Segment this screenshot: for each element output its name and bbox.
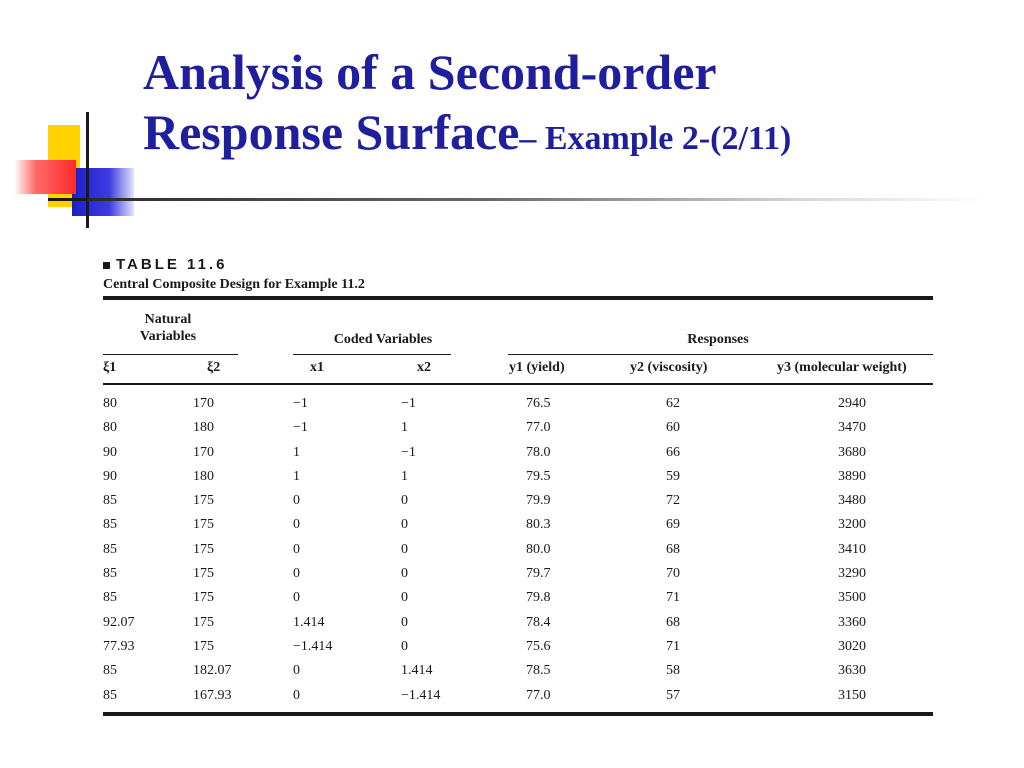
table-cell: 0: [293, 590, 300, 606]
group-natural-variables: Natural Variables: [139, 312, 197, 344]
table-cell: 3290: [838, 566, 866, 582]
table-row: [103, 662, 933, 686]
table-cell: 85: [103, 541, 117, 557]
table-cell: 0: [401, 493, 408, 509]
table-row: [103, 444, 933, 468]
table-cell: 71: [666, 638, 680, 654]
natural-group-rule: [103, 354, 238, 355]
table-cell: 1: [401, 420, 408, 436]
table-cell: 175: [193, 566, 214, 582]
blue-square: [72, 168, 134, 216]
table-cell: 3630: [838, 663, 866, 679]
red-square: [14, 160, 76, 194]
table-cell: 0: [293, 566, 300, 582]
table-cell: 60: [666, 420, 680, 436]
top-rule: [103, 296, 933, 300]
table-cell: 90: [103, 444, 117, 460]
table-cell: 180: [193, 420, 214, 436]
table-cell: 175: [193, 614, 214, 630]
table-cell: 57: [666, 687, 680, 703]
table-caption: Central Composite Design for Example 11.2: [103, 277, 365, 292]
col-header-xi2: ξ2: [207, 360, 221, 375]
data-table: [103, 256, 933, 720]
table-cell: 0: [293, 687, 300, 703]
table-cell: 3020: [838, 638, 866, 654]
table-cell: 90: [103, 468, 117, 484]
table-cell: 68: [666, 614, 680, 630]
table-cell: 79.5: [526, 468, 551, 484]
table-cell: 78.4: [526, 614, 551, 630]
table-cell: 85: [103, 663, 117, 679]
table-cell: 78.5: [526, 663, 551, 679]
table-cell: 1.414: [293, 614, 325, 630]
table-cell: 1: [401, 468, 408, 484]
table-cell: 1: [293, 468, 300, 484]
header-rule: [103, 383, 933, 385]
table-cell: 77.93: [103, 638, 135, 654]
coded-group-rule: [293, 354, 451, 355]
table-row: [103, 468, 933, 492]
table-cell: 85: [103, 590, 117, 606]
table-cell: 0: [293, 493, 300, 509]
logo-vertical-line: [86, 112, 89, 228]
table-cell: 79.9: [526, 493, 551, 509]
table-row: [103, 614, 933, 638]
table-row: [103, 395, 933, 419]
group-coded-variables: Coded Variables: [333, 332, 433, 347]
table-cell: 77.0: [526, 420, 551, 436]
table-cell: 0: [293, 663, 300, 679]
table-cell: −1: [401, 444, 416, 460]
table-cell: 72: [666, 493, 680, 509]
table-cell: 175: [193, 541, 214, 557]
table-cell: 77.0: [526, 687, 551, 703]
table-cell: 58: [666, 663, 680, 679]
table-cell: 85: [103, 493, 117, 509]
table-cell: 78.0: [526, 444, 551, 460]
table-cell: 80: [103, 396, 117, 411]
table-cell: 167.93: [193, 687, 232, 703]
table-cell: 175: [193, 517, 214, 533]
table-cell: 85: [103, 517, 117, 533]
table-cell: 3680: [838, 444, 866, 460]
table-cell: 0: [401, 541, 408, 557]
table-cell: 85: [103, 687, 117, 703]
table-cell: 76.5: [526, 396, 551, 411]
table-cell: 0: [401, 638, 408, 654]
table-cell: 3470: [838, 420, 866, 436]
table-cell: 182.07: [193, 663, 232, 679]
col-header-y2: y2 (viscosity): [630, 360, 708, 375]
table-cell: 3890: [838, 468, 866, 484]
table-cell: 62: [666, 396, 680, 411]
table-cell: 0: [401, 590, 408, 606]
table-row: [103, 516, 933, 540]
table-cell: 3480: [838, 493, 866, 509]
slide-title: [143, 42, 1003, 169]
col-header-y3: y3 (molecular weight): [777, 360, 907, 375]
table-cell: 170: [193, 444, 214, 460]
table-row: [103, 687, 933, 711]
table-row: [103, 638, 933, 662]
table-cell: 79.8: [526, 590, 551, 606]
table-cell: 1: [293, 444, 300, 460]
table-cell: 80: [103, 420, 117, 436]
col-header-x1: x1: [310, 360, 324, 375]
table-cell: −1: [293, 396, 308, 411]
table-cell: −1: [401, 396, 416, 411]
table-cell: 92.07: [103, 614, 135, 630]
table-cell: 3150: [838, 687, 866, 703]
table-label: [103, 256, 227, 273]
table-cell: 0: [401, 614, 408, 630]
table-cell: 71: [666, 590, 680, 606]
col-header-y1: y1 (yield): [509, 360, 565, 375]
table-cell: 0: [293, 541, 300, 557]
table-cell: 175: [193, 493, 214, 509]
table-cell: −1: [293, 420, 308, 436]
table-cell: 80.0: [526, 541, 551, 557]
table-cell: 175: [193, 590, 214, 606]
table-cell: 59: [666, 468, 680, 484]
table-cell: 85: [103, 566, 117, 582]
table-cell: 68: [666, 541, 680, 557]
table-row: [103, 589, 933, 613]
decorative-logo: [0, 0, 140, 240]
table-row: [103, 419, 933, 443]
table-cell: 175: [193, 638, 214, 654]
responses-group-rule: [508, 354, 933, 355]
table-cell: 170: [193, 396, 214, 411]
table-body: [103, 395, 933, 711]
title-underline: [88, 198, 988, 201]
bottom-rule: [103, 712, 933, 716]
table-cell: 3410: [838, 541, 866, 557]
table-cell: 2940: [838, 396, 866, 411]
col-header-xi1: ξ1: [103, 360, 117, 375]
table-cell: 70: [666, 566, 680, 582]
table-cell: −1.414: [401, 687, 441, 703]
title-subtitle: – Example 2-(2/11): [519, 120, 792, 157]
table-label-text: TABLE 11.6: [116, 256, 228, 273]
table-cell: 80.3: [526, 517, 551, 533]
title-line-1: Analysis of a Second-order: [143, 44, 717, 100]
table-cell: 0: [401, 566, 408, 582]
table-cell: 180: [193, 468, 214, 484]
table-cell: 66: [666, 444, 680, 460]
table-row: [103, 541, 933, 565]
table-cell: 3200: [838, 517, 866, 533]
title-line-2-main: Response Surface: [143, 104, 520, 160]
table-row: [103, 565, 933, 589]
table-cell: 1.414: [401, 663, 433, 679]
col-header-x2: x2: [417, 360, 431, 375]
table-cell: 0: [293, 517, 300, 533]
table-row: [103, 492, 933, 516]
table-cell: 69: [666, 517, 680, 533]
group-responses: Responses: [687, 332, 749, 347]
table-cell: −1.414: [293, 638, 333, 654]
table-cell: 3500: [838, 590, 866, 606]
table-cell: 79.7: [526, 566, 551, 582]
title-line-2: [143, 102, 1003, 169]
bullet-icon: [103, 262, 110, 269]
table-cell: 75.6: [526, 638, 551, 654]
table-cell: 0: [401, 517, 408, 533]
table-cell: 3360: [838, 614, 866, 630]
